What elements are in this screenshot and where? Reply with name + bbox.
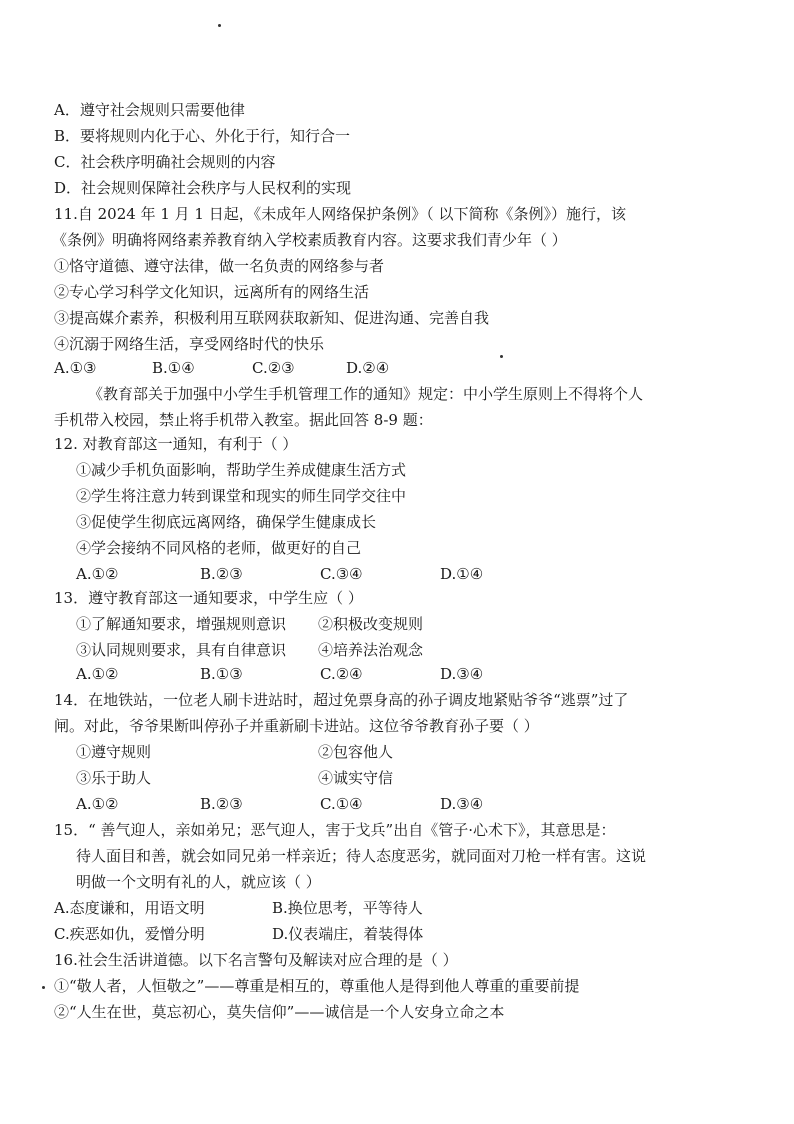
q13-stem: 13．遵守教育部这一通知要求，中学生应（ ） [54, 589, 363, 607]
q14-statement-3: ③乐于助人 [76, 769, 152, 787]
q13-option-a: A.①② [76, 665, 119, 683]
q11-option-c: C.②③ [252, 359, 295, 377]
q14-option-c: C.①④ [320, 795, 363, 813]
q11-option-b: B.①④ [152, 359, 195, 377]
q14-statement-4: ④诚实守信 [318, 769, 394, 787]
q12-option-a: A.①② [76, 565, 119, 583]
q14-stem-line1: 14．在地铁站，一位老人刷卡进站时，超过免票身高的孙子调皮地紧贴爷爷“逃票”过了 [54, 691, 629, 709]
q10-option-d: D．社会规则保障社会秩序与人民权利的实现 [54, 179, 352, 197]
q12-statement-4: ④学会接纳不同风格的老师，做更好的自己 [76, 539, 362, 557]
q13-statement-3: ③认同规则要求，具有自律意识 [76, 641, 287, 659]
q11-option-a: A.①③ [54, 359, 97, 377]
q15-option-d: D.仪表端庄，着装得体 [272, 925, 424, 943]
q14-statement-1: ①遵守规则 [76, 743, 152, 761]
q14-stem-line2: 闸。对此，爷爷果断叫停孙子并重新刷卡进站。这位爷爷教育孙子要（ ） [54, 717, 539, 735]
q15-stem-line2: 待人面目和善，就会如同兄弟一样亲近；待人态度恶劣，就同面对刀枪一样有害。这说 [76, 847, 647, 865]
q14-option-a: A.①② [76, 795, 119, 813]
q10-option-b: B．要将规则内化于心、外化于行，知行合一 [54, 127, 351, 145]
q15-stem-line3: 明做一个文明有礼的人，就应该（ ） [76, 873, 321, 891]
q12-statement-1: ①减少手机负面影响，帮助学生养成健康生活方式 [76, 461, 407, 479]
q16-statement-2: ②“人生在世，莫忘初心，莫失信仰”——诚信是一个人安身立命之本 [54, 1003, 505, 1021]
q13-option-b: B.①③ [200, 665, 243, 683]
q11-statement-1: ①恪守道德、遵守法律，做一名负责的网络参与者 [54, 257, 385, 275]
q14-option-b: B.②③ [200, 795, 243, 813]
q13-option-c: C.②④ [320, 665, 363, 683]
q12-statement-2: ②学生将注意力转到课堂和现实的师生同学交往中 [76, 487, 407, 505]
q13-option-d: D.③④ [440, 665, 484, 683]
scan-speck [500, 355, 503, 358]
scan-speck [42, 986, 45, 989]
q11-statement-2: ②专心学习科学文化知识，远离所有的网络生活 [54, 283, 370, 301]
q11-statement-4: ④沉溺于网络生活，享受网络时代的快乐 [54, 335, 325, 353]
q15-option-b: B.换位思考，平等待人 [272, 899, 423, 917]
q16-stem: 16.社会生活讲道德。以下名言警句及解读对应合理的是（ ） [54, 951, 458, 969]
q15-option-c: C.疾恶如仇，爱憎分明 [54, 925, 205, 943]
q12-statement-3: ③促使学生彻底远离网络，确保学生健康成长 [76, 513, 377, 531]
q12-stem: 12. 对教育部这一通知，有利于（ ） [54, 435, 298, 453]
q14-statement-2: ②包容他人 [318, 743, 394, 761]
q10-option-c: C．社会秩序明确社会规则的内容 [54, 153, 276, 171]
q13-statement-4: ④培养法治观念 [318, 641, 424, 659]
q11-stem-line1: 11.自 2024 年 1 月 1 日起，《未成年人网络保护条例》（ 以下简称《条例》）施行，该 [54, 205, 626, 223]
q11-option-d: D.②④ [346, 359, 390, 377]
q12-option-d: D.①④ [440, 565, 484, 583]
passage-line2: 手机带入校园，禁止将手机带入教室。据此回答 8-9 题： [54, 411, 433, 429]
q14-option-d: D.③④ [440, 795, 484, 813]
q10-option-a: A．遵守社会规则只需要他律 [54, 101, 245, 119]
q13-statement-1: ①了解通知要求，增强规则意识 [76, 615, 287, 633]
scan-speck [218, 24, 221, 27]
q15-option-a: A.态度谦和，用语文明 [54, 899, 205, 917]
q11-statement-3: ③提高媒介素养，积极利用互联网获取新知、促进沟通、完善自我 [54, 309, 490, 327]
q15-stem-line1: 15．“ 善气迎人，亲如弟兄；恶气迎人，害于戈兵”出自《管子·心术下》，其意思是： [54, 821, 616, 839]
passage-line1: 《教育部关于加强中小学生手机管理工作的通知》规定：中小学生原则上不得将个人 [88, 385, 644, 403]
q12-option-c: C.③④ [320, 565, 363, 583]
q16-statement-1: ①“敬人者，人恒敬之”——尊重是相互的，尊重他人是得到他人尊重的重要前提 [54, 977, 580, 995]
q12-option-b: B.②③ [200, 565, 243, 583]
q11-stem-line2: 《条例》明确将网络素养教育纳入学校素质教育内容。这要求我们青少年（ ） [52, 231, 567, 249]
q13-statement-2: ②积极改变规则 [318, 615, 424, 633]
